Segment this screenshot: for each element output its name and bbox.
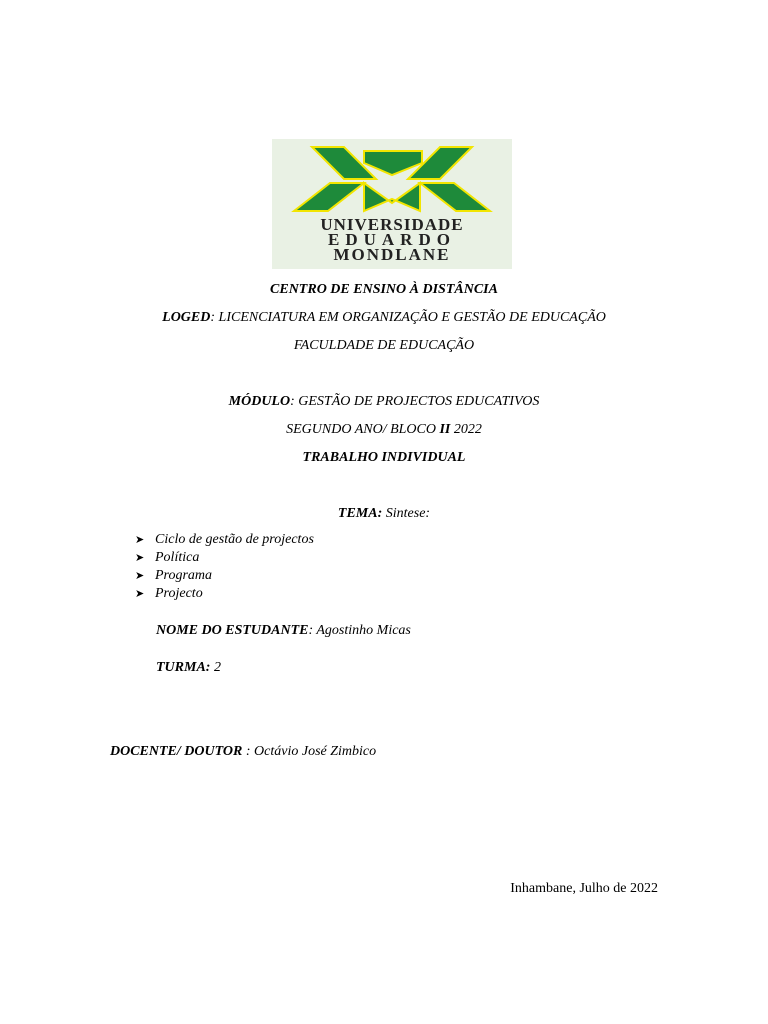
loged-label: LOGED xyxy=(162,310,211,325)
docente-name: : Octávio José Zimbico xyxy=(242,744,377,759)
module-label: MÓDULO xyxy=(228,394,291,409)
logo-line-2: EDUARDO xyxy=(328,230,456,249)
logo-emblem xyxy=(272,139,512,269)
list-item xyxy=(135,531,314,549)
university-logo xyxy=(272,139,512,269)
bloco-number: II xyxy=(439,422,451,437)
student-line xyxy=(156,622,411,640)
list-item-text: Projecto xyxy=(155,586,203,601)
centre-title: CENTRO DE ENSINO À DISTÂNCIA xyxy=(270,282,498,297)
turma-value: 2 xyxy=(210,660,221,675)
year-prefix: SEGUNDO ANO/ BLOCO xyxy=(286,422,440,437)
tema-line xyxy=(0,505,768,523)
arrow-bullet-icon: ➤ xyxy=(135,588,145,600)
tema-list xyxy=(135,531,314,603)
faculty-line: FACULDADE DE EDUCAÇÃO xyxy=(293,338,475,353)
list-item-text: Ciclo de gestão de projectos xyxy=(155,532,314,547)
turma-line xyxy=(156,659,221,677)
list-item-text: Política xyxy=(155,550,200,565)
student-name: : Agostinho Micas xyxy=(308,623,411,638)
arrow-bullet-icon: ➤ xyxy=(135,552,145,564)
tema-value: Sintese: xyxy=(382,506,431,521)
place-date: Inhambane, Julho de 2022 xyxy=(510,881,658,896)
year-line xyxy=(0,421,768,439)
arrow-bullet-icon: ➤ xyxy=(135,534,145,546)
tema-label: TEMA: xyxy=(337,506,383,521)
turma-label: TURMA: xyxy=(156,660,211,675)
docente-label: DOCENTE/ DOUTOR xyxy=(110,744,243,759)
work-type: TRABALHO INDIVIDUAL xyxy=(302,450,466,465)
docente-line xyxy=(110,743,376,761)
module-value: : GESTÃO DE PROJECTOS EDUCATIVOS xyxy=(290,394,540,409)
module-line xyxy=(0,393,768,411)
loged-value: : LICENCIATURA EM ORGANIZAÇÃO E GESTÃO DE EDUCAÇÃO xyxy=(210,310,606,325)
logo-line-1: UNIVERSIDADE xyxy=(320,215,464,234)
year-suffix: 2022 xyxy=(450,422,482,437)
list-item-text: Programa xyxy=(155,568,213,583)
list-item xyxy=(135,585,314,603)
student-label: NOME DO ESTUDANTE xyxy=(156,623,309,638)
list-item xyxy=(135,567,314,585)
arrow-bullet-icon: ➤ xyxy=(135,570,145,582)
loged-line xyxy=(0,309,768,327)
list-item xyxy=(135,549,314,567)
logo-line-3: MONDLANE xyxy=(333,245,451,264)
